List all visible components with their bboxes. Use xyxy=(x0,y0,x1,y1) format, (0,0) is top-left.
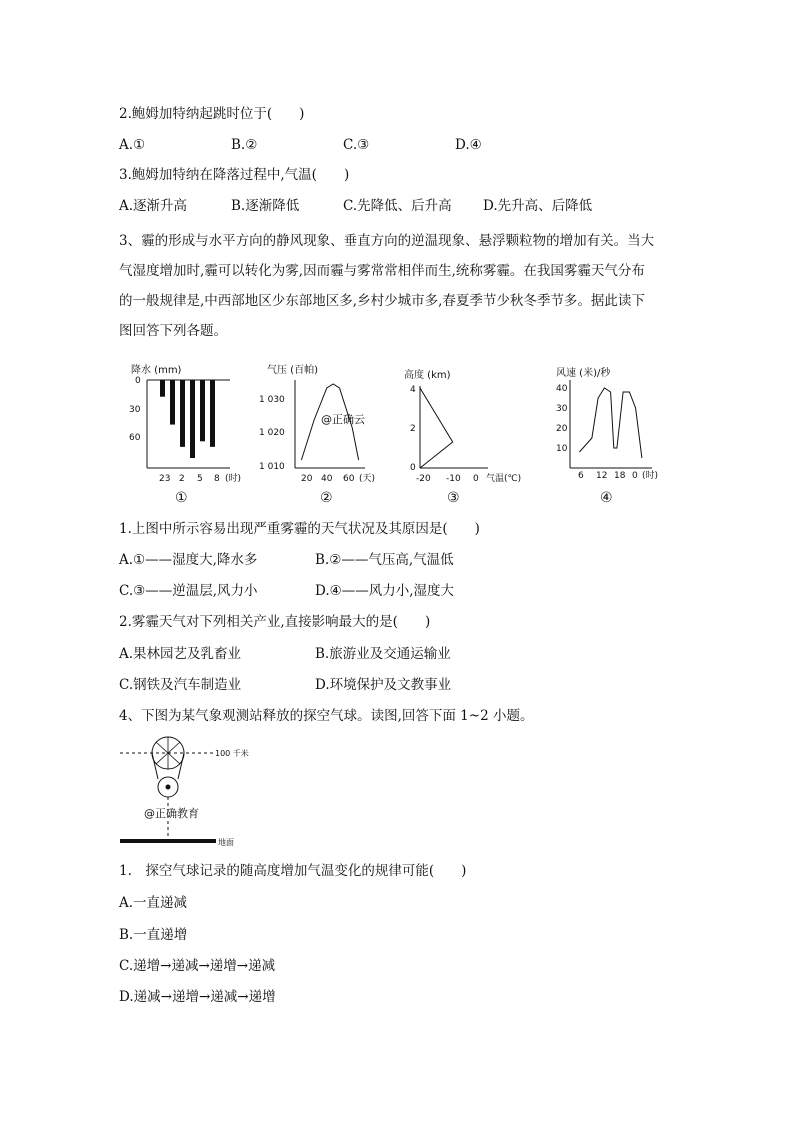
f1-ylabel: 降水 (mm) xyxy=(131,365,182,376)
f3-caption: ③ xyxy=(447,490,460,506)
ground-bar xyxy=(120,839,216,843)
figure-pressure xyxy=(255,358,385,492)
passage4-line: 4、下图为某气象观测站释放的探空气球。读图,回答下面 1~2 小题。 xyxy=(119,708,534,724)
f1-xtick-2: 2 xyxy=(179,474,185,484)
passage3-line-1: 3、霾的形成与水平方向的静风现象、垂直方向的逆温现象、悬浮颗粒物的增加有关。当大 xyxy=(119,233,655,249)
f3-temperature-profile xyxy=(420,388,453,468)
f2-xunit: (天) xyxy=(359,474,376,484)
question-2-stem: 2.鲍姆加特纳起跳时位于( ) xyxy=(119,106,305,122)
f3-ylabel: 高度 (km) xyxy=(404,370,451,381)
f4-xunit: (时) xyxy=(642,471,659,481)
f2-ylabel: 气压 (百帕) xyxy=(267,365,318,376)
wind-chart xyxy=(552,358,682,488)
figure-wind xyxy=(552,358,682,492)
figure-precipitation xyxy=(125,358,255,492)
f2-xtick-60: 60 xyxy=(343,474,355,484)
f4-ytick-10: 10 xyxy=(556,444,568,454)
f1-bar xyxy=(210,380,215,447)
passage3-line-2: 气湿度增加时,霾可以转化为雾,因而霾与雾常常相伴而生,统称雾霾。在我国雾霾天气分布 xyxy=(119,263,645,279)
f4-caption: ④ xyxy=(600,490,613,506)
f1-xtick-5: 5 xyxy=(197,474,203,484)
f4-xtick-0: 0 xyxy=(632,471,638,481)
q4-1-option-b: B.一直递增 xyxy=(119,927,188,943)
f1-bar xyxy=(200,380,205,441)
f2-ytick-1020: 1 020 xyxy=(259,428,285,438)
f1-xtick-23: 23 xyxy=(159,474,171,484)
f2-xtick-40: 40 xyxy=(321,474,333,484)
figure-temperature xyxy=(400,358,540,492)
temperature-chart xyxy=(400,358,540,488)
altitude-label: 100 千米 xyxy=(215,749,249,758)
pressure-chart xyxy=(255,358,385,488)
f2-ytick-1010: 1 010 xyxy=(259,462,285,472)
f3-xtick-neg20: -20 xyxy=(416,474,431,484)
ground-label: 地面 xyxy=(218,838,234,847)
f3-ytick-4: 4 xyxy=(410,385,416,395)
balloon-instrument-dot xyxy=(166,785,171,790)
f4-wind-curve xyxy=(579,388,642,458)
f1-xtick-8: 8 xyxy=(214,474,220,484)
f3-ytick-2: 2 xyxy=(410,424,416,434)
f4-ytick-40: 40 xyxy=(556,384,568,394)
f3-ytick-0: 0 xyxy=(410,463,416,473)
passage3-line-3: 的一般规律是,中西部地区少东部地区多,乡村少城市多,春夏季节少秋冬季节多。据此读下 xyxy=(119,293,645,309)
f1-xunit: (时) xyxy=(225,474,242,484)
q3-option-a: A.逐渐升高 xyxy=(119,198,188,214)
q3-2-option-c: C.钢铁及汽车制造业 xyxy=(119,677,242,693)
passage3-line-4: 图回答下列各题。 xyxy=(119,323,227,339)
q2-option-d: D.④ xyxy=(455,137,482,153)
q3-option-d: D.先升高、后降低 xyxy=(483,198,593,214)
q3-1-option-b: B.②——气压高,气温低 xyxy=(315,552,454,568)
f1-bar xyxy=(190,380,195,458)
f4-ytick-20: 20 xyxy=(556,424,568,434)
q3-2-option-d: D.环境保护及文教事业 xyxy=(315,677,452,693)
q2-option-b: B.② xyxy=(231,137,258,153)
q2-option-c: C.③ xyxy=(343,137,370,153)
f3-xtick-0: 0 xyxy=(473,474,479,484)
q4-1-option-c: C.递增→递减→递增→递减 xyxy=(119,958,276,974)
f1-ytick-30: 30 xyxy=(129,405,141,415)
f1-bar xyxy=(180,380,185,447)
f1-ytick-0: 0 xyxy=(135,376,141,386)
q3-1-stem: 1.上图中所示容易出现严重雾霾的天气状况及其原因是( ) xyxy=(119,521,480,537)
balloon-watermark: @正确教育 xyxy=(144,807,199,820)
figure-sounding-balloon xyxy=(118,733,278,855)
q2-option-a: A.① xyxy=(119,137,146,153)
balloon-diagram xyxy=(118,733,278,851)
q4-1-option-a: A.一直递减 xyxy=(119,895,188,911)
f4-xtick-18: 18 xyxy=(614,471,626,481)
f3-xtick-neg10: -10 xyxy=(446,474,461,484)
f4-ytick-30: 30 xyxy=(556,404,568,414)
q4-1-option-d: D.递减→递增→递减→递增 xyxy=(119,989,276,1005)
q3-1-option-c: C.③——逆温层,风力小 xyxy=(119,583,258,599)
q3-2-option-b: B.旅游业及交通运输业 xyxy=(315,646,451,662)
f2-watermark: @正确云 xyxy=(321,413,365,426)
q3-1-option-d: D.④——风力小,湿度大 xyxy=(315,583,455,599)
q3-1-option-a: A.①——湿度大,降水多 xyxy=(119,552,258,568)
q4-1-stem: 1. 探空气球记录的随高度增加气温变化的规律可能( ) xyxy=(119,863,467,879)
f4-xtick-12: 12 xyxy=(596,471,608,481)
q3-option-c: C.先降低、后升高 xyxy=(343,198,452,214)
f2-xtick-20: 20 xyxy=(301,474,313,484)
precipitation-chart xyxy=(125,358,255,488)
f1-bar xyxy=(170,380,175,425)
f1-caption: ① xyxy=(175,490,188,506)
f4-ylabel: 风速 (米)/秒 xyxy=(556,368,611,379)
question-3-stem: 3.鲍姆加特纳在降落过程中,气温( ) xyxy=(119,167,350,183)
f3-xunit: 气温(℃) xyxy=(486,474,522,484)
q3-2-option-a: A.果林园艺及乳畜业 xyxy=(119,646,242,662)
q3-2-stem: 2.雾霾天气对下列相关产业,直接影响最大的是( ) xyxy=(119,614,431,630)
f2-ytick-1030: 1 030 xyxy=(259,395,285,405)
f1-bar xyxy=(160,380,165,397)
f4-xtick-6: 6 xyxy=(578,471,584,481)
f1-ytick-60: 60 xyxy=(129,433,141,443)
f2-caption: ② xyxy=(320,490,333,506)
q3-option-b: B.逐渐降低 xyxy=(231,198,300,214)
